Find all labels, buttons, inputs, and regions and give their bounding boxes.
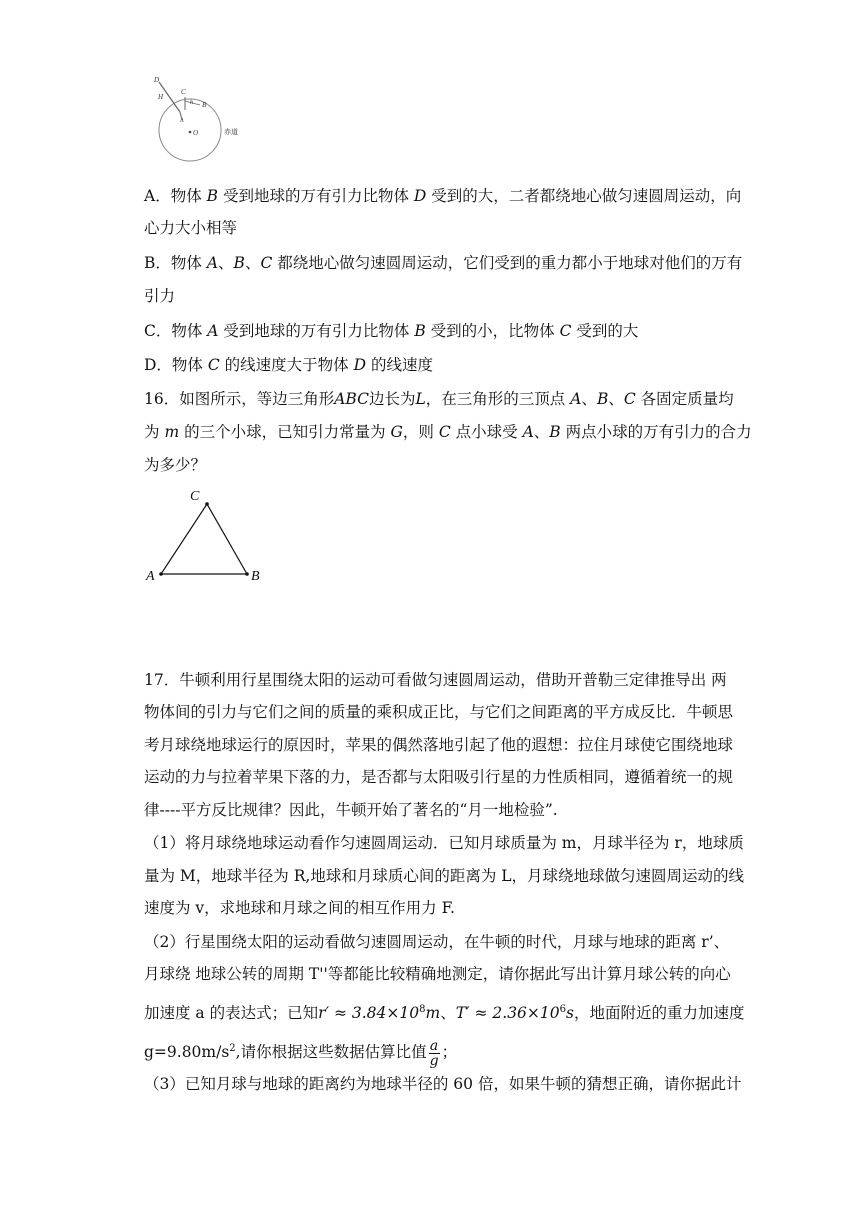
q17-para-line4: 运动的力与拉着苹果下落的力，是否都与太阳吸引行星的力性质相同，遵循着统一的规 [144,768,734,786]
vertex-A-label: A [146,569,155,584]
label-H: H [158,93,164,101]
option-D: D．物体 C 的线速度大于物体 D 的线速度 [144,356,433,374]
ratio-a-over-g: $\frac{a}{g}$ [429,1037,439,1069]
q17-part2-line2: 月球绕 地球公转的周期 T''等都能比较精确地测定，请你据此写出计算月球公转的向心 [144,965,731,983]
option-A-line1: A．物体 B 受到地球的万有引力比物体 D 受到的大，二者都绕地心做匀速圆周运动，向 [144,187,742,205]
label-A: A [180,118,184,124]
q17-part1-line3: 速度为 v，求地球和月球之间的相互作用力 F. [144,899,455,917]
label-C: C [181,88,186,96]
q17-part2-line1: （2）行星围绕太阳的运动看做匀速圆周运动，在牛顿的时代，月球与地球的距离 r’、 [144,933,730,951]
q16-line3: 为多少？ [144,456,207,474]
triangle-figure [140,484,270,588]
q16-line1: 16．如图所示，等边三角形ABC边长为L，在三角形的三顶点 A、B、C 各固定质量均 [144,390,734,408]
vertex-C-label: C [190,489,200,504]
vertex-C-dot [205,502,209,506]
label-h: h [190,100,193,106]
label-equator: 赤道 [224,128,238,136]
q17-part2-line4: $g=9.80m/s^2$,请你根据这些数据估算比值 $\frac{a}{g}$ ； [144,1037,458,1069]
T-prime-expression: T′ ≈ 2.36×10 [455,1004,560,1023]
q16-line2: 为 m 的三个小球，已知引力常量为 G，则 C 点小球受 A、B 两点小球的万有引力的合力 [144,423,752,441]
earth-orbit-figure [150,70,250,170]
option-A-line2: 心力大小相等 [144,219,238,237]
q17-part1-line2: 量为 M，地球半径为 R,地球和月球质心间的距离为 L，月球绕地球做匀速圆周运动的线 [144,867,745,885]
q17-para-line5: 律----平方反比规律？因此，牛顿开始了著名的“月一地检验”. [144,801,558,819]
q17-para-line3: 考月球绕地球运行的原因时，苹果的偶然落地引起了他的遐想：拉住月球使它围绕地球 [144,736,734,754]
option-B-line1: B．物体 A、B、C 都绕地心做匀速圆周运动，它们受到的重力都小于地球对他们的万有 [144,254,743,272]
option-B-line2: 引力 [144,287,176,305]
q17-para-line1: 17．牛顿利用行星围绕太阳的运动可看做匀速圆周运动，借助开普勒三定律推导出 两 [144,671,727,689]
label-O: O [193,129,199,137]
q17-part3-line1: （3）已知月球与地球的距离约为地球半径的 60 倍，如果牛顿的猜想正确，请你据此计 [144,1075,742,1093]
label-D: D [154,76,160,84]
option-C: C．物体 A 受到地球的万有引力比物体 B 受到的小，比物体 C 受到的大 [144,322,639,340]
center-dot [189,131,192,134]
q17-para-line2: 物体间的引力与它们之间的质量的乘积成正比，与它们之间距离的平方成反比．牛顿思 [144,703,734,721]
triangle-ABC [161,504,247,574]
r-prime-expression: r′ ≈ 3.84×10 [318,1004,420,1023]
label-B: B [202,101,207,109]
q17-part2-line3: 加速度 a 的表达式；已知$r' \approx 3.84\times 10^8m$、$T' \approx 2.36\times 10^6s$，地面附近的重力加速度 [144,1004,745,1023]
vertex-A-dot [159,572,163,576]
q17-part1-line1: （1）将月球绕地球运动看作匀速圆周运动．已知月球质量为 m，月球半径为 r，地球质 [144,834,744,852]
vertex-B-label: B [251,569,260,584]
vertex-B-dot [245,572,249,576]
earth-circle [159,99,221,161]
